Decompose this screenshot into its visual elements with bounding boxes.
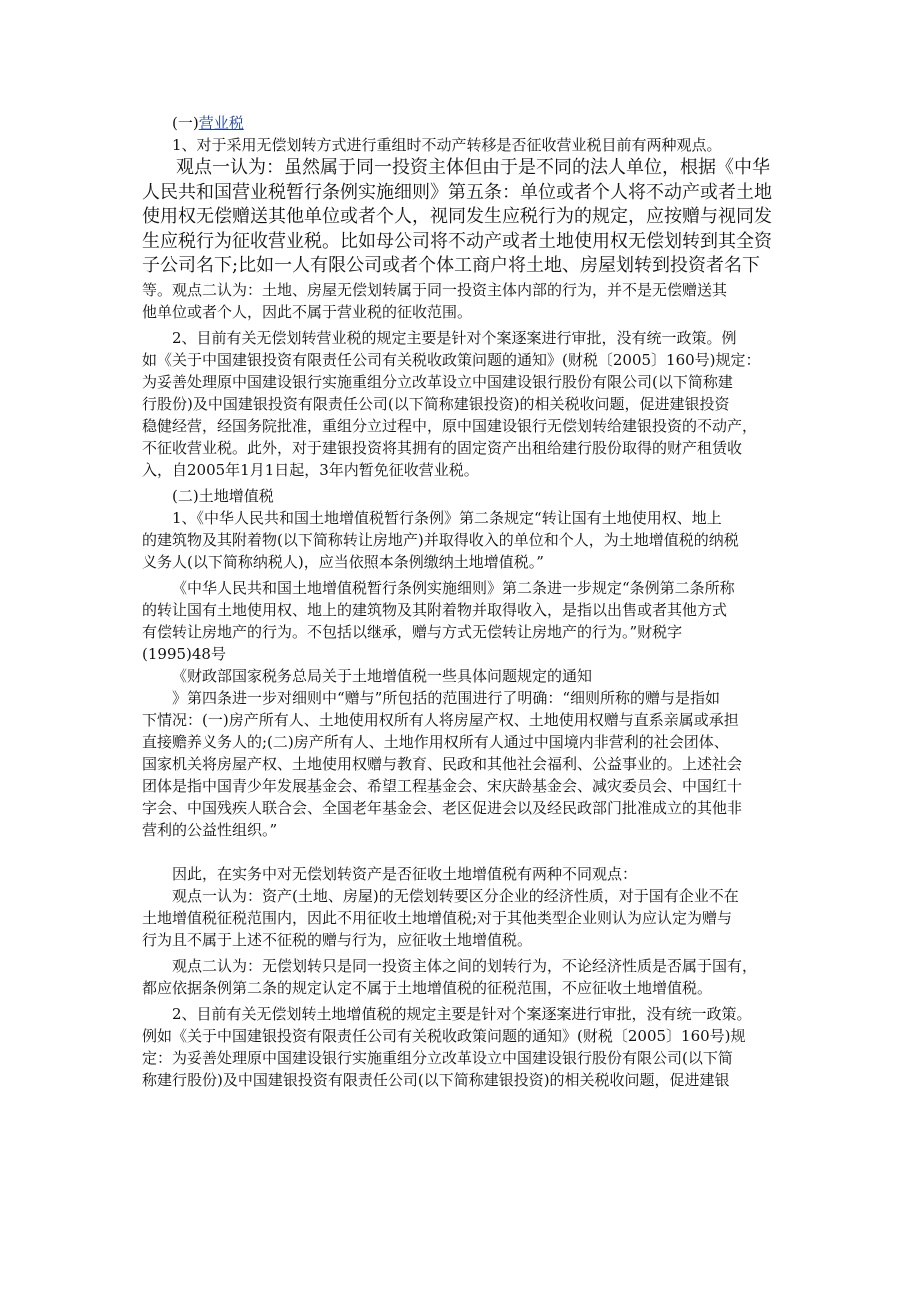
paragraph-line: 土地增值税征税范围内，因此不用征收土地增值税;对于其他类型企业则认为应认定为赠与: [142, 908, 733, 927]
paragraph-line: 定：为妥善处理原中国建设银行实施重组分立改革设立中国建设银行股份有限公司(以下简: [142, 1048, 733, 1067]
paragraph-line: 2、目前有关无偿划转营业税的规定主要是针对个案逐案进行审批，没有统一政策。例: [172, 328, 737, 347]
paragraph-line: 有偿转让房地产的行为。不包括以继承，赠与方式无偿转让房地产的行为。”财税字: [142, 622, 683, 641]
paragraph-line: 的建筑物及其附着物(以下简称转让房地产)并取得收入的单位和个人，为土地增值税的纳税: [142, 530, 739, 549]
paragraph-line: 都应依据条例第二条的规定认定不属于土地增值税的征税范围，不应征收土地增值税。: [142, 978, 713, 997]
paragraph-line: 生应税行为征收营业税。比如母公司将不动产或者土地使用权无偿划转到其全资: [142, 230, 772, 252]
paragraph-line: 观点一认为：虽然属于同一投资主体但由于是不同的法人单位，根据《中华: [176, 157, 770, 178]
paragraph-line: 1、《中华人民共和国土地增值税暂行条例》第二条规定“转让国有土地使用权、地上: [172, 508, 722, 527]
paragraph-line: 行股份)及中国建银投资有限责任公司(以下简称建银投资)的相关税收问题，促进建银投资: [142, 394, 730, 413]
paragraph-line: 不征收营业税。此外，对于建银投资将其拥有的固定资产出租给建行股份取得的财产租赁收: [142, 438, 743, 457]
paragraph-line: 称建行股份)及中国建银投资有限责任公司(以下简称建银投资)的相关税收问题，促进建银: [142, 1070, 730, 1089]
paragraph-line: 义务人(以下简称纳税人)，应当依照本条例缴纳土地增值税。”: [142, 552, 544, 571]
section-heading-land-tax: (二)土地增值税: [172, 486, 274, 505]
paragraph-line: 字会、中国残疾人联合会、全国老年基金会、老区促进会以及经民政部门批准成立的其他非: [142, 798, 743, 817]
paragraph: 1、对于采用无偿划转方式进行重组时不动产转移是否征收营业税目前有两种观点。: [172, 136, 722, 154]
paragraph-line: 等。观点二认为：土地、房屋无偿划转属于同一投资主体内部的行为，并不是无偿赠送其: [142, 280, 728, 299]
heading-prefix: (一): [172, 114, 199, 132]
section-heading-business-tax: [142, 112, 792, 134]
paragraph-line: 观点一认为：资产(土地、房屋)的无偿划转要区分企业的经济性质，对于国有企业不在: [172, 886, 739, 905]
paragraph-line: 稳健经营，经国务院批准，重组分立过程中，原中国建设银行无偿划转给建银投资的不动产，: [142, 416, 758, 435]
paragraph-line: 行为且不属于上述不征税的赠与行为，应征收土地增值税。: [142, 930, 533, 949]
paragraph-line: 下情况：(一)房产所有人、土地使用权所有人将房屋产权、土地使用权赠与直系亲属或承担: [142, 710, 739, 729]
paragraph-line: 《财政部国家税务总局关于土地增值税一些具体问题规定的通知: [172, 666, 593, 685]
paragraph-line: 的转让国有土地使用权、地上的建筑物及其附着物并取得收入，是指以出售或者其他方式: [142, 600, 728, 619]
paragraph-line: 直接赡养义务人的;(二)房产所有人、土地作用权所有人通过中国境内非营利的社会团体、: [142, 732, 729, 751]
paragraph-line: 团体是指中国青少年发展基金会、希望工程基金会、宋庆龄基金会、减灾委员会、中国红十: [142, 776, 743, 795]
paragraph-line: 使用权无偿赠送其他单位或者个人，视同发生应税行为的规定，应按赠与视同发: [142, 206, 772, 227]
paragraph-line: 例如《关于中国建银投资有限责任公司有关税收政策问题的通知》(财税〔2005〕160号)规: [142, 1026, 746, 1045]
paragraph-line: 《中华人民共和国土地增值税暂行条例实施细则》第二条进一步规定“条例第二条所称: [172, 578, 735, 597]
document-page: [142, 112, 792, 1091]
business-tax-link[interactable]: 营业税: [198, 114, 244, 132]
paragraph-line: 如《关于中国建银投资有限责任公司有关税收政策问题的通知》(财税〔2005〕160号)规定：: [142, 350, 761, 369]
paragraph-line: 子公司名下;比如一人有限公司或者个体工商户将土地、房屋划转到投资者名下: [142, 255, 761, 276]
paragraph-line: 他单位或者个人，因此不属于营业税的征收范围。: [142, 302, 473, 321]
paragraph-line: (1995)48号: [142, 644, 226, 663]
blank-line: [142, 841, 792, 863]
paragraph-line: 人民共和国营业税暂行条例实施细则》第五条：单位或者个人将不动产或者土地: [142, 181, 772, 203]
paragraph-line: 观点二认为：无偿划转只是同一投资主体之间的划转行为，不论经济性质是否属于国有，: [172, 956, 758, 975]
paragraph-line: 2、目前有关无偿划转土地增值税的规定主要是针对个案逐案进行审批，没有统一政策。: [172, 1004, 752, 1023]
paragraph: 因此，在实务中对无偿划转资产是否征收土地增值税有两种不同观点：: [172, 864, 638, 883]
paragraph-line: 营利的公益性组织。”: [142, 820, 278, 839]
paragraph-line: 为妥善处理原中国建设银行实施重组分立改革设立中国建设银行股份有限公司(以下简称建: [142, 372, 733, 391]
paragraph-line: 入，自2005年1月1日起，3年内暂免征收营业税。: [142, 460, 479, 479]
paragraph-line: 国家机关将房屋产权、土地使用权赠与教育、民政和其他社会福利、公益事业的。上述社会: [142, 754, 743, 773]
paragraph-line: 》第四条进一步对细则中“赠与”所包括的范围进行了明确：“细则所称的赠与是指如: [172, 688, 721, 707]
